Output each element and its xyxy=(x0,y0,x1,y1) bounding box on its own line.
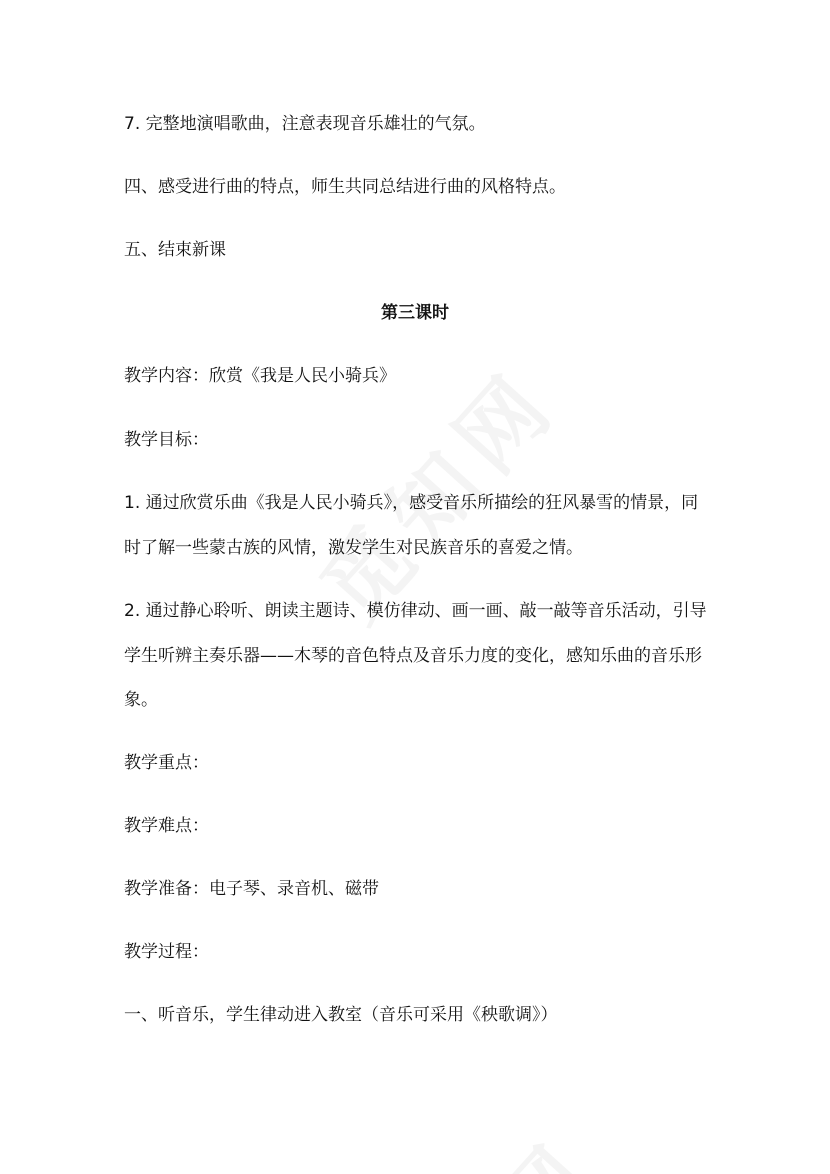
paragraph-step-7: 7. 完整地演唱歌曲，注意表现音乐雄壮的气氛。 xyxy=(124,114,486,134)
teaching-process-label: 教学过程： xyxy=(124,942,209,962)
lesson-heading: 第三课时 xyxy=(381,303,449,323)
goal-1-line-1: 1. 通过欣赏乐曲《我是人民小骑兵》，感受音乐所描绘的狂风暴雪的情景，同 xyxy=(124,493,699,513)
paragraph-section-4: 四、感受进行曲的特点，师生共同总结进行曲的风格特点。 xyxy=(124,177,566,197)
teaching-goals-label: 教学目标： xyxy=(124,430,209,450)
paragraph-section-5: 五、结束新课 xyxy=(124,240,226,260)
teaching-preparation: 教学准备：电子琴、录音机、磁带 xyxy=(124,879,379,899)
teaching-content: 教学内容：欣赏《我是人民小骑兵》 xyxy=(124,366,396,386)
teaching-focus-label: 教学重点： xyxy=(124,753,209,773)
goal-1-line-2: 时了解一些蒙古族的风情，激发学生对民族音乐的喜爱之情。 xyxy=(124,538,583,558)
goal-2-line-3: 象。 xyxy=(124,690,158,710)
teaching-difficulty-label: 教学难点： xyxy=(124,816,209,836)
goal-2-line-2: 学生听辨主奏乐器——木琴的音色特点及音乐力度的变化，感知乐曲的音乐形 xyxy=(124,646,702,666)
watermark xyxy=(330,1107,623,1174)
goal-2-line-1: 2. 通过静心聆听、朗读主题诗、模仿律动、画一画、敲一敲等音乐活动，引导 xyxy=(124,601,707,621)
process-step-1: 一、听音乐，学生律动进入教室（音乐可采用《秧歌调》） xyxy=(124,1005,558,1025)
